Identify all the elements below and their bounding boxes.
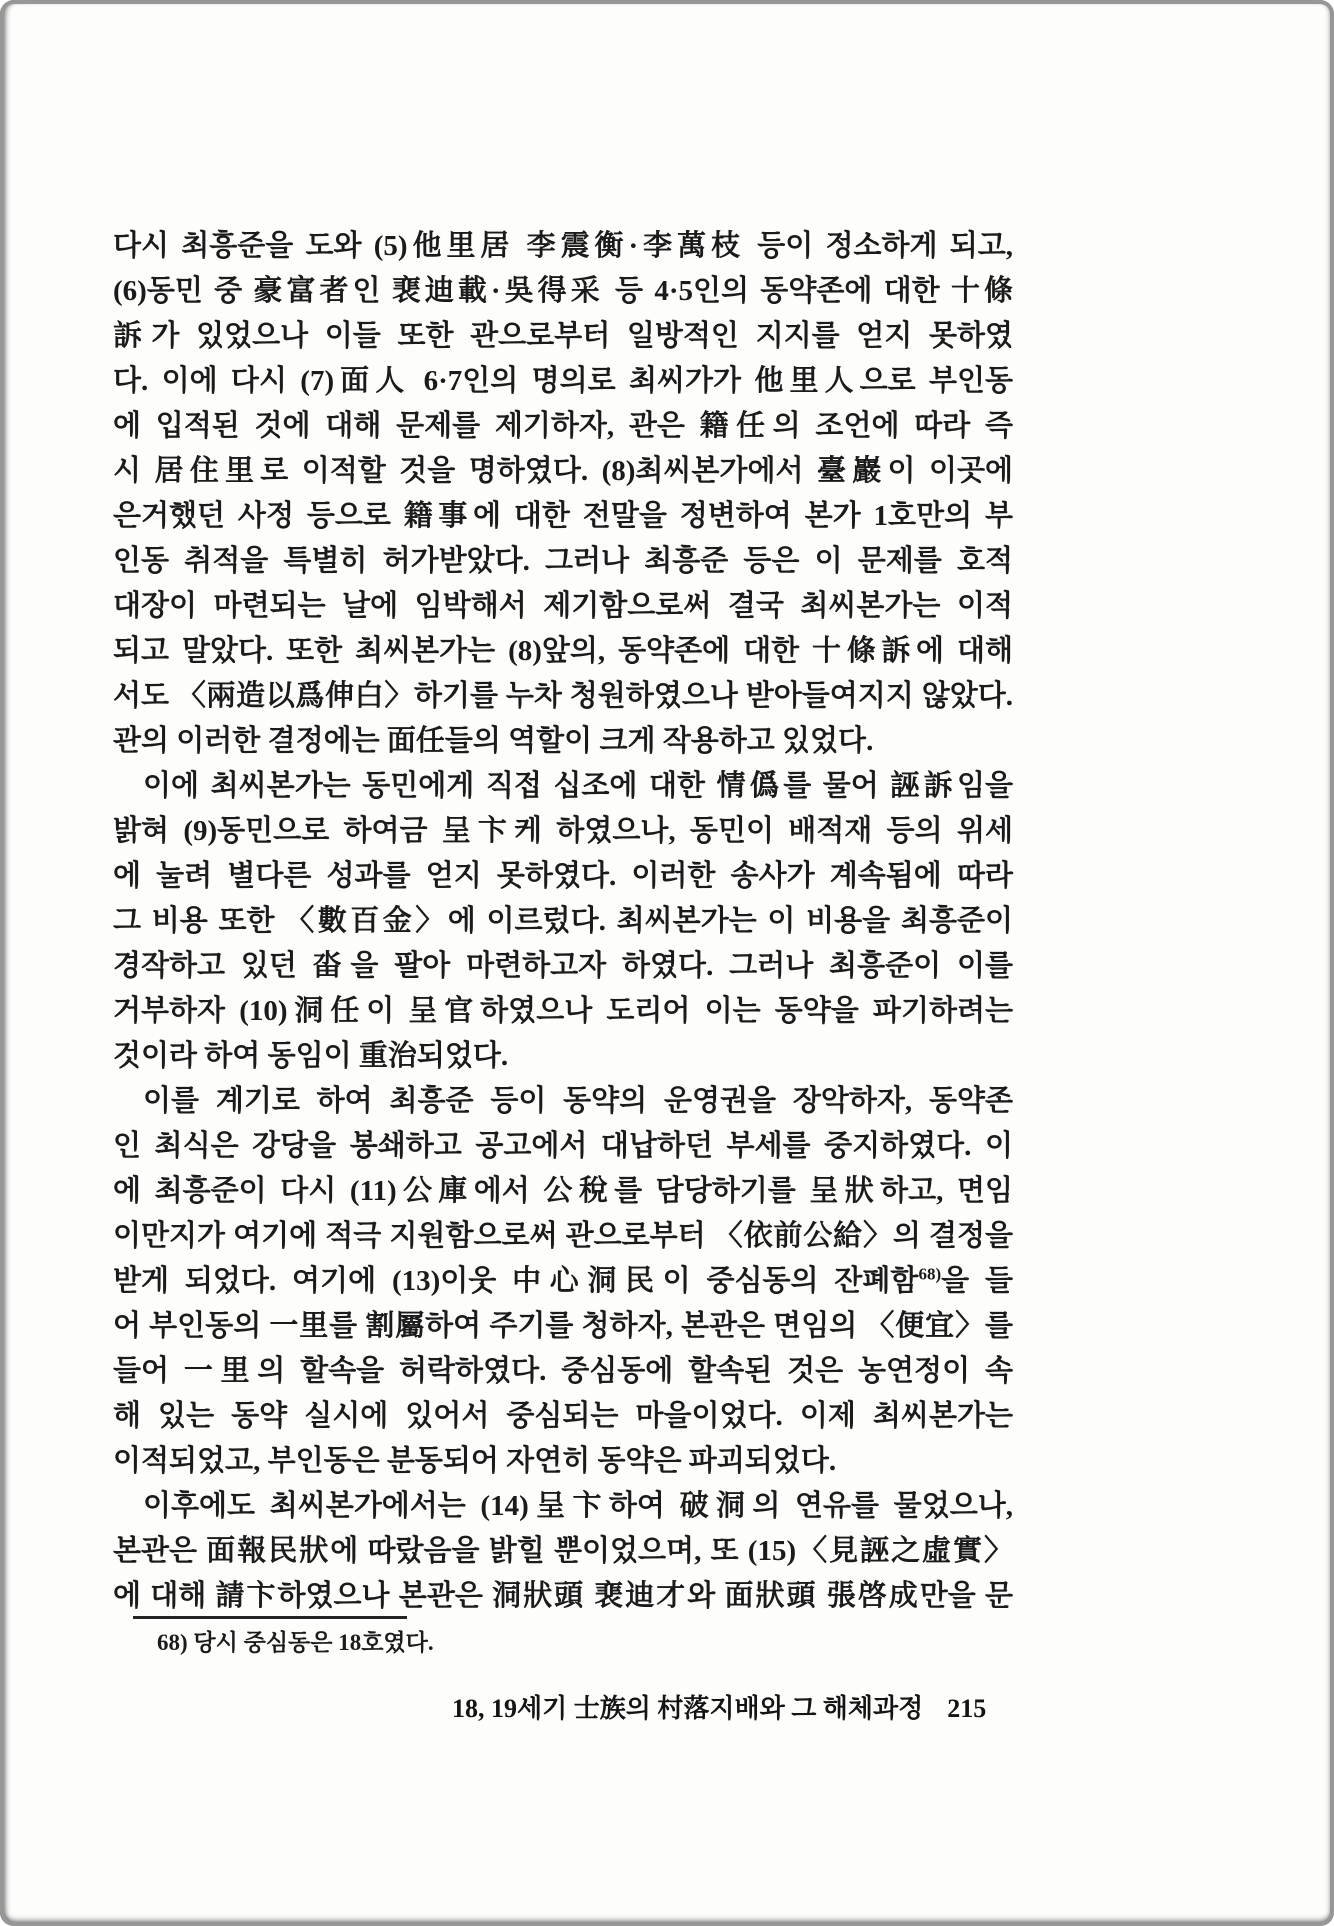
text-line: 인 최식은 강당을 봉쇄하고 공고에서 대납하던 부세를 중지하였다. 이 [113, 1130, 1013, 1162]
text-line: 인동 취적을 특별히 허가받았다. 그러나 최흥준 등은 이 문제를 호적 [113, 545, 1013, 577]
text-line: 이후에도 최씨본가에서는 (14)呈卞하여 破洞의 연유를 물었으나, [143, 1490, 1013, 1522]
footnote-text: 68) 당시 중심동은 18호였다. [157, 1630, 434, 1655]
body-text [113, 224, 1013, 1619]
footnote-ref: 68) [918, 1264, 942, 1284]
text-line: 시 居住里로 이적할 것을 명하였다. (8)최씨본가에서 臺巖이 이곳에 [113, 455, 1013, 487]
text-line: 어 부인동의 一里를 割屬하여 주기를 청하자, 본관은 면임의 〈便宜〉를 [113, 1310, 1013, 1342]
text-line: 이만지가 여기에 적극 지원함으로써 관으로부터 〈依前公給〉의 결정을 [113, 1220, 1013, 1252]
text-line: 그 비용 또한 〈數百金〉에 이르렀다. 최씨본가는 이 비용을 최흥준이 [113, 905, 1013, 937]
text-line: 들어 一里의 할속을 허락하였다. 중심동에 할속된 것은 농연정이 속 [113, 1355, 1013, 1387]
footer-title: 18, 19세기 士族의 村落지배와 그 해체과정 [452, 1694, 924, 1723]
running-footer [452, 1688, 986, 1725]
text-line: 에 대해 請卞하였으나 본관은 洞狀頭 裵迪才와 面狀頭 張啓成만을 문 [113, 1580, 1013, 1612]
text-line: 서도 〈兩造以爲伸白〉하기를 누차 청원하였으나 받아들여지지 않았다. [113, 680, 1013, 712]
text-line: 다. 이에 다시 (7)面人 6·7인의 명의로 최씨가가 他里人으로 부인동 [113, 365, 1013, 397]
text-line: 이를 계기로 하여 최흥준 등이 동약의 운영권을 장악하자, 동약존 [143, 1085, 1013, 1117]
page-number: 215 [947, 1694, 987, 1723]
text-line: 이적되었고, 부인동은 분동되어 자연히 동약은 파괴되었다. [113, 1445, 837, 1477]
text-line: (6)동민 중 豪富者인 裵迪載·吳得采 등 4·5인의 동약존에 대한 十條 [113, 275, 1013, 307]
text-line: 밝혀 (9)동민으로 하여금 呈卞케 하였으나, 동민이 배적재 등의 위세 [113, 815, 1013, 847]
text-line: 되고 말았다. 또한 최씨본가는 (8)앞의, 동약존에 대한 十條訴에 대해 [113, 635, 1013, 667]
text-line: 다시 최흥준을 도와 (5)他里居 李震衡·李萬枝 등이 정소하게 되고, [113, 230, 1013, 262]
text-line: 거부하자 (10)洞任이 呈官하였으나 도리어 이는 동약을 파기하려는 [113, 995, 1013, 1027]
text-line: 대장이 마련되는 날에 임박해서 제기함으로써 결국 최씨본가는 이적 [113, 590, 1013, 622]
text-line: 에 눌려 별다른 성과를 얻지 못하였다. 이러한 송사가 계속됨에 따라 [113, 860, 1013, 892]
text-line: 해 있는 동약 실시에 있어서 중심되는 마을이었다. 이제 최씨본가는 [113, 1400, 1013, 1432]
footnote [157, 1624, 434, 1657]
footnote-divider [133, 1616, 407, 1619]
text-line: 訴가 있었으나 이들 또한 관으로부터 일방적인 지지를 얻지 못하였 [113, 320, 1013, 352]
text-line: 에 입적된 것에 대해 문제를 제기하자, 관은 籍任의 조언에 따라 즉 [113, 410, 1013, 442]
text-line: 것이라 하여 동임이 重治되었다. [113, 1040, 509, 1072]
text-segment: 을 들 [941, 1265, 1013, 1297]
text-line [113, 1259, 1013, 1304]
text-line: 관의 이러한 결정에는 面任들의 역할이 크게 작용하고 있었다. [113, 725, 874, 757]
text-line: 에 최흥준이 다시 (11)公庫에서 公稅를 담당하기를 呈狀하고, 면임 [113, 1175, 1013, 1207]
text-line: 경작하고 있던 畓을 팔아 마련하고자 하였다. 그러나 최흥준이 이를 [113, 950, 1013, 982]
text-line: 은거했던 사정 등으로 籍事에 대한 전말을 정변하여 본가 1호만의 부 [113, 500, 1013, 532]
text-segment: 받게 되었다. 여기에 (13)이웃 中心洞民이 중심동의 잔폐함 [113, 1265, 919, 1297]
text-line: 본관은 面報民狀에 따랐음을 밝힐 뿐이었으며, 또 (15)〈見誣之虛實〉 [113, 1535, 1013, 1567]
text-line: 이에 최씨본가는 동민에게 직접 십조에 대한 情僞를 물어 誣訴임을 [143, 770, 1013, 802]
